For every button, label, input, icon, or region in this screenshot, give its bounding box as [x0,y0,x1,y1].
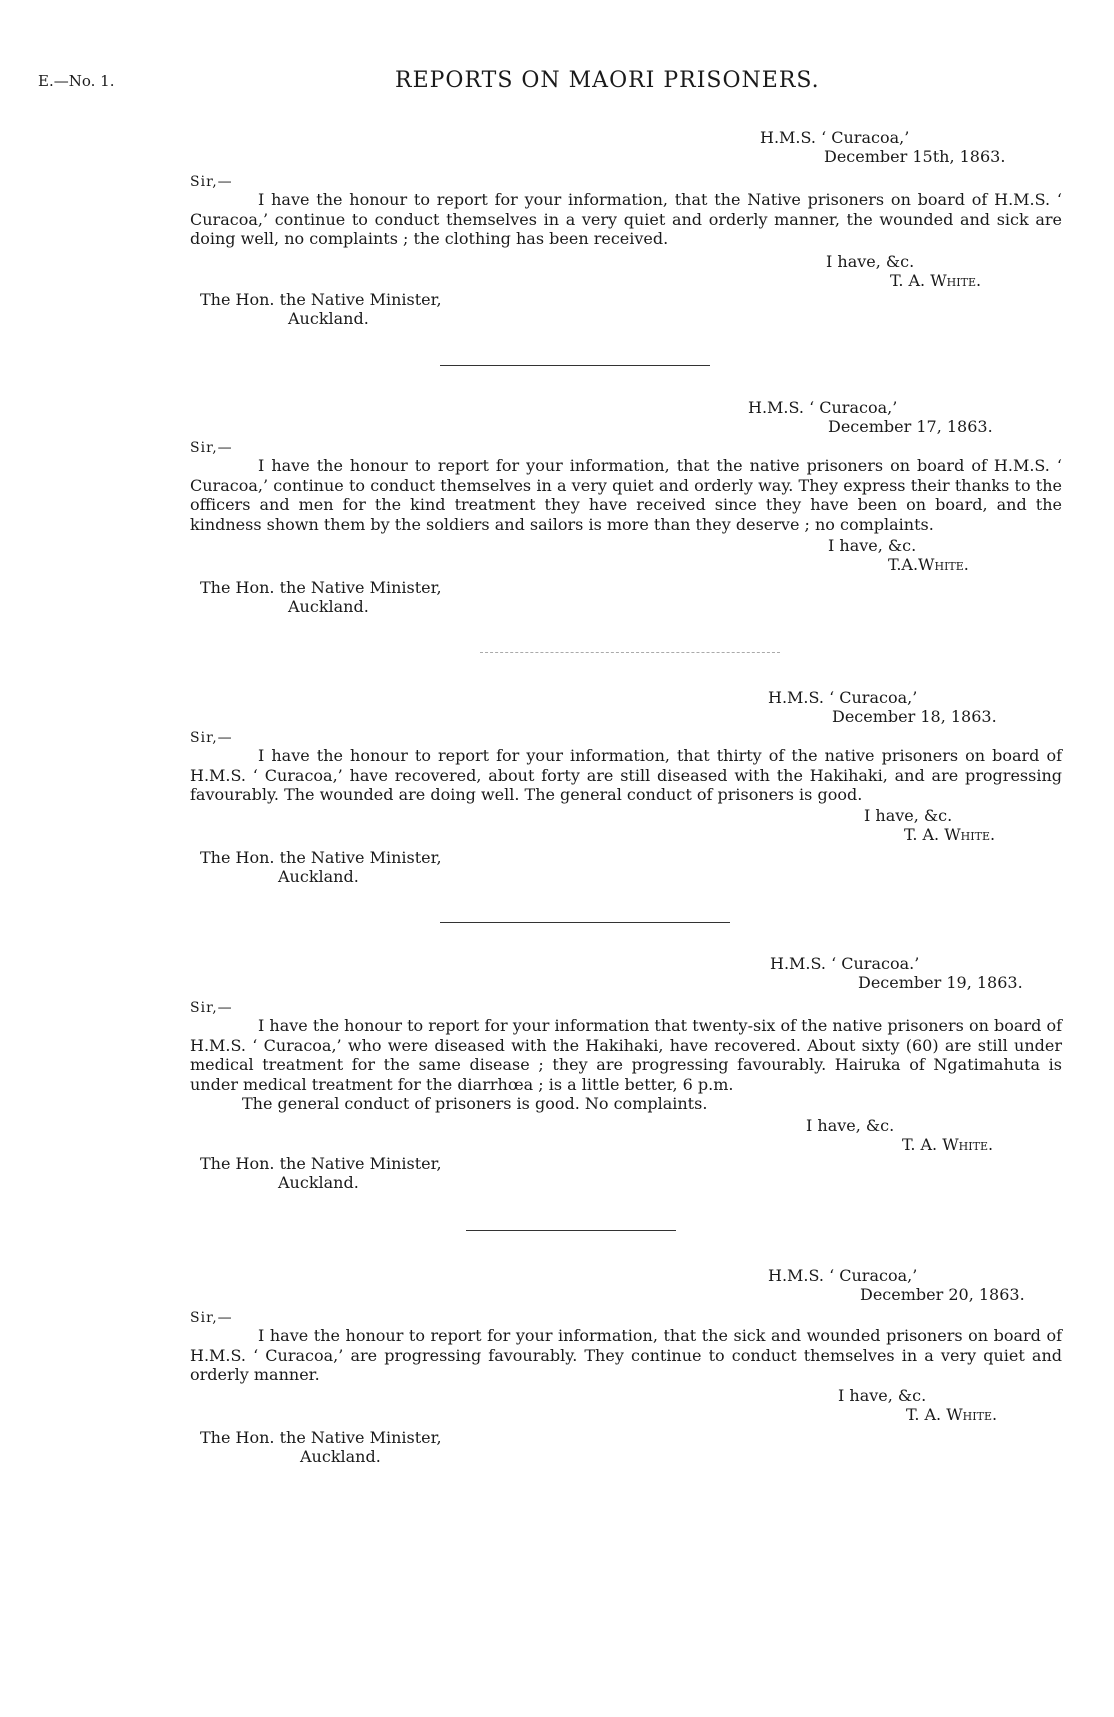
document-reference: E.—No. 1. [38,72,115,90]
salutation: Sir,— [190,440,233,456]
ship-name: H.M.S. ‘ Curacoa.’ [770,954,920,973]
letter-closing [864,806,995,844]
salutation: Sir,— [190,730,233,746]
letter-header [768,688,997,726]
letter-date: December 15th, 1863. [824,147,1006,166]
letter-date: December 18, 1863. [832,707,997,726]
addressee-city: Auckland. [288,309,369,328]
page-title: REPORTS ON MAORI PRISONERS. [395,68,820,93]
addressee-city: Auckland. [278,867,359,886]
paragraph: I have the honour to report for your information, that the native prisoners on board of H.M.S. ‘ Curacoa,’ continue to conduct themselves in a very quiet and orderly way. They express their thanks to the officers and men for the kind treatment they have received since they have been on board, and the kindness shown them by the soldiers and sailors is more than they deserve ; no complaints. [190,456,1062,534]
addressee-block [200,1154,442,1192]
ship-name: H.M.S. ‘ Curacoa,’ [768,688,918,707]
addressee: The Hon. the Native Minister, [200,578,442,597]
letter-body [190,1016,1062,1114]
paragraph: I have the honour to report for your information, that thirty of the native prisoners on board of H.M.S. ‘ Curacoa,’ have recovered, about forty are still diseased with the Hakihaki, and are progressing favourably. The wounded are doing well. The general conduct of prisoners is good. [190,746,1062,804]
letter-header [770,954,1023,992]
signature: T. A. White. [890,271,982,290]
section-divider [440,922,730,923]
letter-header [768,1266,1025,1304]
section-divider [480,652,780,653]
letter-body [190,190,1062,249]
ship-name: H.M.S. ‘ Curacoa,’ [768,1266,918,1285]
salutation: Sir,— [190,174,233,190]
closing-phrase: I have, &c. [826,252,915,271]
letter-date: December 19, 1863. [858,973,1023,992]
closing-phrase: I have, &c. [828,536,917,555]
closing-phrase: I have, &c. [864,806,953,825]
addressee: The Hon. the Native Minister, [200,1154,442,1173]
letter-closing [838,1386,997,1424]
paragraph: The general conduct of prisoners is good. No complaints. [242,1094,708,1113]
addressee: The Hon. the Native Minister, [200,290,442,309]
addressee-block [200,848,442,886]
section-divider [440,365,710,366]
ship-name: H.M.S. ‘ Curacoa,’ [760,128,910,147]
letter-header [760,128,1005,166]
salutation: Sir,— [190,1310,233,1326]
addressee-block [200,578,442,616]
signature: T. A. White. [906,1405,998,1424]
paragraph: I have the honour to report for your information, that the sick and wounded prisoners on board of H.M.S. ‘ Curacoa,’ are progressing favourably. They continue to conduct themselves in a very quiet and orderly manner. [190,1326,1062,1384]
section-divider [466,1230,676,1231]
letter-body [190,1326,1062,1385]
letter-closing [828,536,969,574]
signature: T.A.White. [888,555,969,574]
addressee-city: Auckland. [278,1173,359,1192]
ship-name: H.M.S. ‘ Curacoa,’ [748,398,898,417]
addressee-block [200,1428,442,1466]
signature: T. A. White. [904,825,996,844]
letter-date: December 17, 1863. [828,417,993,436]
closing-phrase: I have, &c. [838,1386,927,1405]
addressee-city: Auckland. [300,1447,381,1466]
letter-closing [806,1116,993,1154]
addressee: The Hon. the Native Minister, [200,1428,442,1447]
salutation: Sir,— [190,1000,233,1016]
paragraph: I have the honour to report for your information, that the Native prisoners on board of H.M.S. ‘ Curacoa,’ continue to conduct themselves in a very quiet and orderly manner, the wounded and sick are doing well, no complaints ; the clothing has been received. [190,190,1062,248]
letter-date: December 20, 1863. [860,1285,1025,1304]
closing-phrase: I have, &c. [806,1116,895,1135]
paragraph: I have the honour to report for your information that twenty-six of the native prisoners on board of H.M.S. ‘ Curacoa,’ who were diseased with the Hakihaki, have recovered. About sixty (60) are still under medical treatment for the same disease ; they are progressing favourably. Hairuka of Ngatimahuta is under medical treatment for the diarrhœa ; is a little better, 6 p.m. [190,1016,1062,1094]
addressee-block [200,290,442,328]
addressee: The Hon. the Native Minister, [200,848,442,867]
letter-body [190,746,1062,805]
letter-header [748,398,993,436]
letter-body [190,456,1062,534]
letter-closing [826,252,981,290]
addressee-city: Auckland. [288,597,369,616]
signature: T. A. White. [902,1135,994,1154]
